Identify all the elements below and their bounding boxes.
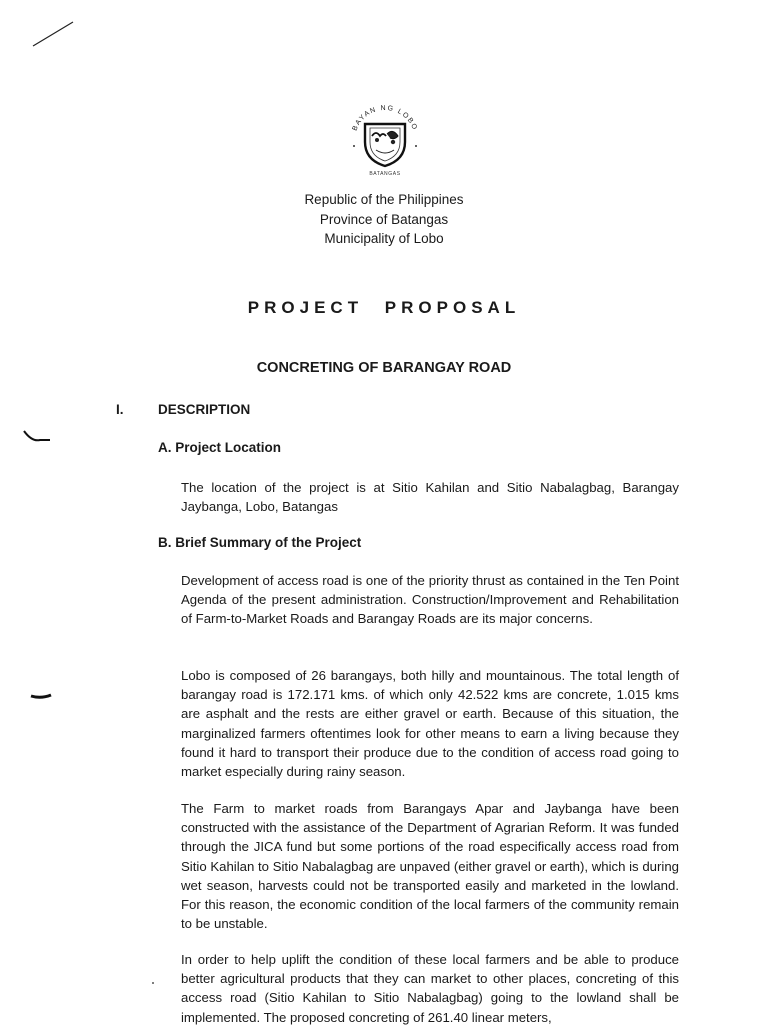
subsection-heading-project-location: A. Project Location [158,440,282,455]
section-number: I. [116,402,124,417]
paragraph-summary-3: The Farm to market roads from Barangays Apar and Jaybanga have been constructed with the assistance of the Department of Agrarian Reform. It was funded through the JICA fund but some portions of the road especifically access road from Sitio Kahilan to Sitio Nabalagbag are unpaved (either gravel or earth), which is during wet season, harvests could not be transported easily and marketed in the lowland. For this reason, the economic condition of the local farmers of the community remain to be unstable. [181,801,679,932]
paragraph-summary-1: Development of access road is one of the priority thrust as contained in the Ten Point Agenda of the present administration. Construction/Improvement and Rehabilitation of Farm-to-Market Roads and Barangay Roads are its major concerns. [181,573,679,627]
margin-tick-mark [22,428,52,446]
document-subtitle: CONCRETING OF BARANGAY ROAD [256,360,512,376]
paragraph-summary-4: In order to help uplift the condition of these local farmers and be able to produce better agricultural products that they can market to other places, concreting of this access road (Sitio Kahilan to Sitio Nabalagbag) going to the lowland shall be implemented. The proposed concreting of 261.40 linear meters, [181,952,679,1025]
header-line-province: Province of Batangas [319,211,449,227]
header-line-republic: Republic of the Philippines [304,192,464,207]
scan-dot-mark [150,980,156,986]
municipal-seal [343,96,427,180]
margin-dash-mark [30,692,52,702]
paragraph-summary-2: Lobo is composed of 26 barangays, both hilly and mountainous. The total length of barangay road is 172.171 kms. of which only 42.522 kms are concrete, 1.015 kms are asphalt and the rests are either gravel or earth. Because of this situation, the marginalized farmers oftentimes look for other means to earn a living because they found it hard to transport their produce due to the condition of access road going to market especially during rainy season. [181,668,679,780]
document-header [0,190,768,249]
header-line-municipality: Municipality of Lobo [324,231,444,246]
pen-stroke-mark [30,18,76,50]
subsection-heading-brief-summary: B. Brief Summary of the Project [158,535,362,550]
document-title: PROJECT PROPOSAL [247,298,521,317]
section-title: DESCRIPTION [158,402,251,417]
seal-bottom-text: BATANGAS [369,171,401,177]
seal-top-text: BAYAN NG LOBO [351,104,419,132]
paragraph-project-location: The location of the project is at Sitio Kahilan and Sitio Nabalagbag, Barangay Jaybanga, Lobo, Batangas [181,480,679,515]
